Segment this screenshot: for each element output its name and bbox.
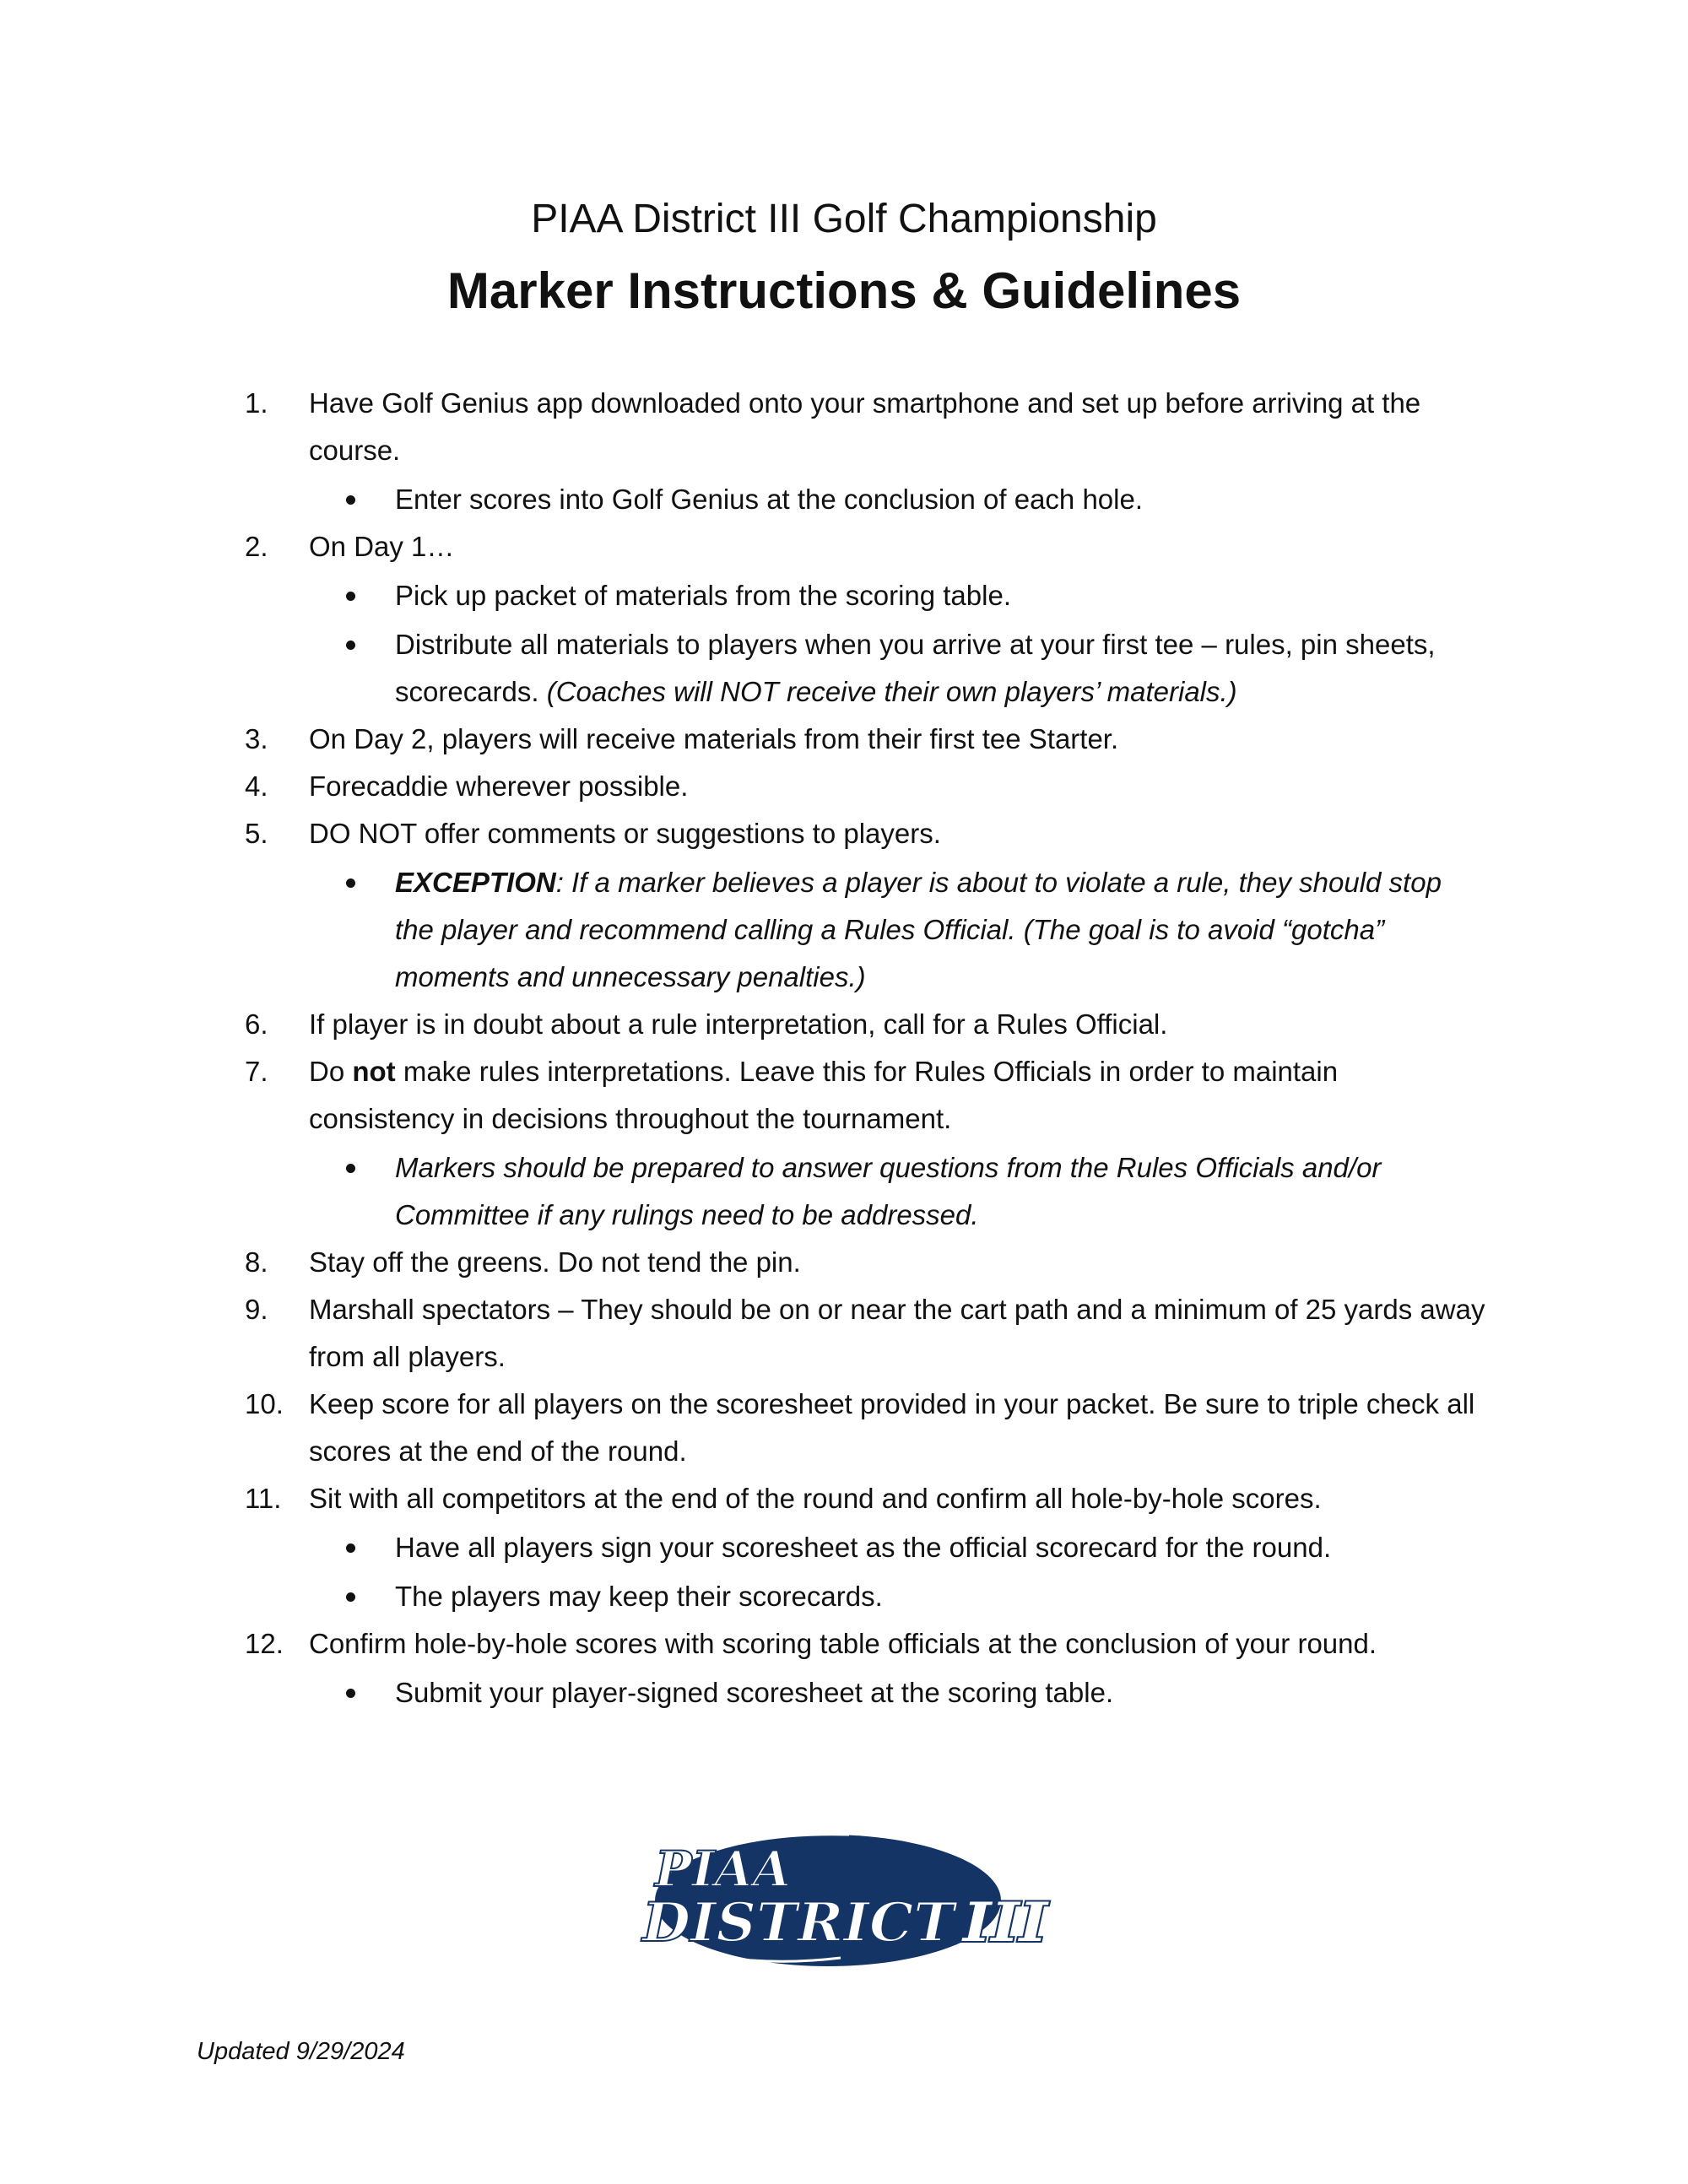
item-text-main: Keep score for all players on the scoresheet provided in your packet. Be sure to triple check all scores at the end of the round. <box>309 1388 1475 1467</box>
item-text-main: make rules interpretations. Leave this for Rules Officials in order to maintain consistency in decisions throughout the tournament. <box>309 1056 1339 1134</box>
item-text-main: If player is in doubt about a rule interpretation, call for a Rules Official. <box>309 1008 1168 1040</box>
item-text-main: On Day 1… <box>309 531 455 562</box>
bullet-bold: EXCEPTION <box>395 867 556 898</box>
item-number: 10. <box>245 1388 284 1419</box>
bullet-item <box>309 859 1485 1001</box>
item-text <box>309 387 1420 466</box>
document-subtitle: PIAA District III Golf Championship <box>531 197 1157 241</box>
bullet-item <box>309 1524 1485 1571</box>
list-item <box>245 1048 1485 1143</box>
piaa-district-iii-logo <box>630 1823 1052 1970</box>
updated-date: Updated 9/29/2024 <box>197 2038 405 2065</box>
instruction-list <box>245 380 1485 1716</box>
list-item <box>245 523 1485 570</box>
document-title: Marker Instructions & Guidelines <box>446 262 1242 319</box>
list-item <box>245 380 1485 474</box>
list-item <box>245 1239 1485 1286</box>
item-text <box>309 1056 1338 1134</box>
item-text-main: Confirm hole-by-hole scores with scoring table officials at the conclusion of your round. <box>309 1628 1377 1659</box>
item-number: 6. <box>245 1008 268 1040</box>
bullet-item <box>309 621 1485 716</box>
bullet-item <box>309 572 1485 619</box>
list-item <box>245 763 1485 810</box>
bullet-italic: : If a marker believes a player is about to violate a rule, they should stop the player and recommend calling a Rules Official. (The goal is to avoid “gotcha” moments and unnecessary penalties.) <box>395 867 1442 992</box>
item-number: 4. <box>245 770 268 802</box>
bullet-item <box>309 1669 1485 1716</box>
item-text <box>309 1388 1474 1467</box>
svg-text:DISTRICT: DISTRICT <box>640 1891 959 1954</box>
item-text <box>309 1294 1485 1372</box>
item-text-pre: Do <box>309 1056 353 1087</box>
item-text <box>309 1483 1322 1514</box>
svg-text:III: III <box>960 1891 1050 1954</box>
item-number: 2. <box>245 531 268 562</box>
bullet-italic: Markers should be prepared to answer questions from the Rules Officials and/or Committee if any rulings need to be addressed. <box>395 1152 1382 1230</box>
item-number: 1. <box>245 387 268 419</box>
item-text-bold: not <box>352 1056 396 1087</box>
item-number: 8. <box>245 1246 268 1278</box>
item-text-main: Marshall spectators – They should be on or near the cart path and a minimum of 25 yards away from all players. <box>309 1294 1485 1372</box>
item-text <box>309 1008 1167 1040</box>
list-item <box>245 1620 1485 1668</box>
bullet-text: Submit your player-signed scoresheet at the scoring table. <box>395 1677 1114 1708</box>
item-text <box>309 818 941 849</box>
item-number: 3. <box>245 723 268 754</box>
bullet-text: The players may keep their scorecards. <box>395 1581 883 1612</box>
item-number: 9. <box>245 1294 268 1325</box>
bullet-item <box>309 476 1485 523</box>
list-item <box>245 1381 1485 1475</box>
item-number: 12. <box>245 1628 284 1659</box>
item-text <box>309 723 1118 754</box>
bullet-text: Pick up packet of materials from the scoring table. <box>395 580 1011 611</box>
item-text <box>309 531 454 562</box>
item-number: 11. <box>245 1483 282 1514</box>
item-text <box>309 1246 801 1278</box>
bullet-item <box>309 1144 1485 1239</box>
item-text <box>309 1628 1377 1659</box>
item-number: 5. <box>245 818 268 849</box>
item-text-main: Have Golf Genius app downloaded onto your smartphone and set up before arriving at the course. <box>309 387 1421 466</box>
item-text-main: Stay off the greens. Do not tend the pin. <box>309 1246 801 1278</box>
bullet-text: Enter scores into Golf Genius at the conclusion of each hole. <box>395 484 1144 515</box>
bullet-item <box>309 1573 1485 1620</box>
bullet-italic: (Coaches will NOT receive their own players’ materials.) <box>546 676 1237 707</box>
bullet-text: Distribute all materials to players when you arrive at your first tee – rules, pin sheets, scorecards. <box>395 629 1436 707</box>
list-item <box>245 1286 1485 1381</box>
item-text-main: DO NOT offer comments or suggestions to players. <box>309 818 941 849</box>
item-text-main: On Day 2, players will receive materials from their first tee Starter. <box>309 723 1119 754</box>
svg-text:PIAA: PIAA <box>655 1841 791 1898</box>
item-text-main: Forecaddie wherever possible. <box>309 770 689 802</box>
item-number: 7. <box>245 1056 268 1087</box>
list-item <box>245 1475 1485 1522</box>
item-text <box>309 770 688 802</box>
list-item <box>245 1001 1485 1048</box>
bullet-text: Have all players sign your scoresheet as the official scorecard for the round. <box>395 1532 1332 1563</box>
list-item <box>245 716 1485 763</box>
item-text-main: Sit with all competitors at the end of the round and confirm all hole-by-hole scores. <box>309 1483 1322 1514</box>
list-item <box>245 810 1485 857</box>
